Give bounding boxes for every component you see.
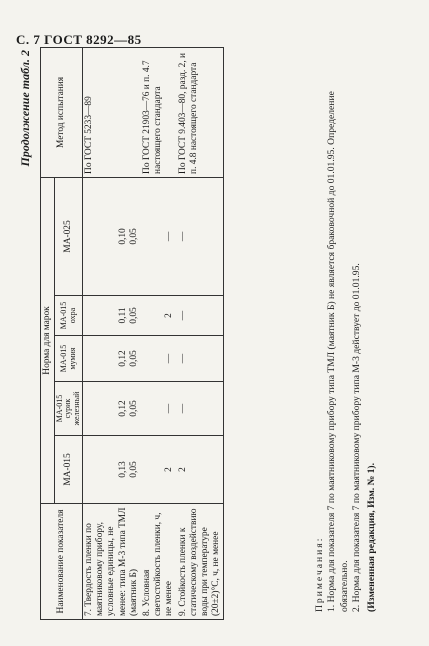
rotated-content [18, 48, 414, 620]
row-8-ma015: 2 [141, 436, 176, 504]
norms-table [40, 47, 224, 620]
row-8-method: По ГОСТ 21903—76 и п. 4.7 настоящего стандарта [141, 47, 176, 177]
page-header: С. 7 ГОСТ 8292—85 [16, 32, 142, 47]
row-7-method: По ГОСТ 5233—89 [83, 47, 142, 177]
row-7-ma015-okhra: 0,11 0,05 [83, 296, 142, 336]
table-row [83, 47, 142, 619]
header-name: Наименование показателя [41, 504, 83, 620]
edition-note: (Измененная редакция, Изм. № 1). [365, 462, 377, 612]
header-ma015: МА-015 [55, 436, 83, 504]
header-ma015-mumiya: МА-015 мумия [55, 336, 83, 382]
row-9-method: По ГОСТ 9.403—80, разд. 2, и п. 4.8 настоящего стандарта [177, 47, 224, 177]
row-9-ma015-mumiya: — [177, 336, 224, 382]
row-9-ma025: — [177, 177, 224, 295]
row-9-ma015: 2 [177, 436, 224, 504]
row-9-ma015-surik: — [177, 382, 224, 436]
notes-title: Примечания: [314, 536, 325, 612]
row-7-ma025: 0,10 0,05 [83, 177, 142, 295]
row-8-ma015-mumiya: — [141, 336, 176, 382]
row-8-name: 8. Условная светостойкость пленки, ч, не менее [141, 504, 176, 620]
row-9-name: 9. Стойкость пленки к статическому воздействию воды при температуре (20±2)°С, ч, не менее [177, 504, 224, 620]
header-ma015-okhra: МА-015 охра [55, 296, 83, 336]
row-7-name: 7. Твердость пленки по маятниковому прибору, условные единицы, не менее: типа М-3 типа ТМЛ (маятник Б) [83, 504, 142, 620]
row-8-ma015-surik: — [141, 382, 176, 436]
header-ma015-surik: МА-015 сурик железный [55, 382, 83, 436]
row-9-ma015-okhra: — [177, 296, 224, 336]
note-2: 2. Норма для показателя 7 по маятниковому прибору типа М-3 действует до 01.01.95. [351, 263, 363, 612]
table-row [141, 47, 176, 619]
row-8-ma015-okhra: 2 [141, 296, 176, 336]
header-method: Метод испытания [41, 47, 83, 177]
row-7-ma015-surik: 0,12 0,05 [83, 382, 142, 436]
row-8-ma025: — [141, 177, 176, 295]
header-ma025: МА-025 [55, 177, 83, 295]
table-row [177, 47, 224, 619]
header-norm-group: Норма для марок [41, 177, 55, 503]
notes-block [314, 52, 378, 612]
row-7-ma015: 0,13 0,05 [83, 436, 142, 504]
row-7-ma015-mumiya: 0,12 0,05 [83, 336, 142, 382]
continuation-label: Продолжение табл. 2 [18, 50, 32, 167]
note-1: 1. Норма для показателя 7 по маятниковому прибору типа ТМЛ (маятник Б) не является браковочной до 01.01.95. Определение обязательно. [326, 91, 350, 612]
